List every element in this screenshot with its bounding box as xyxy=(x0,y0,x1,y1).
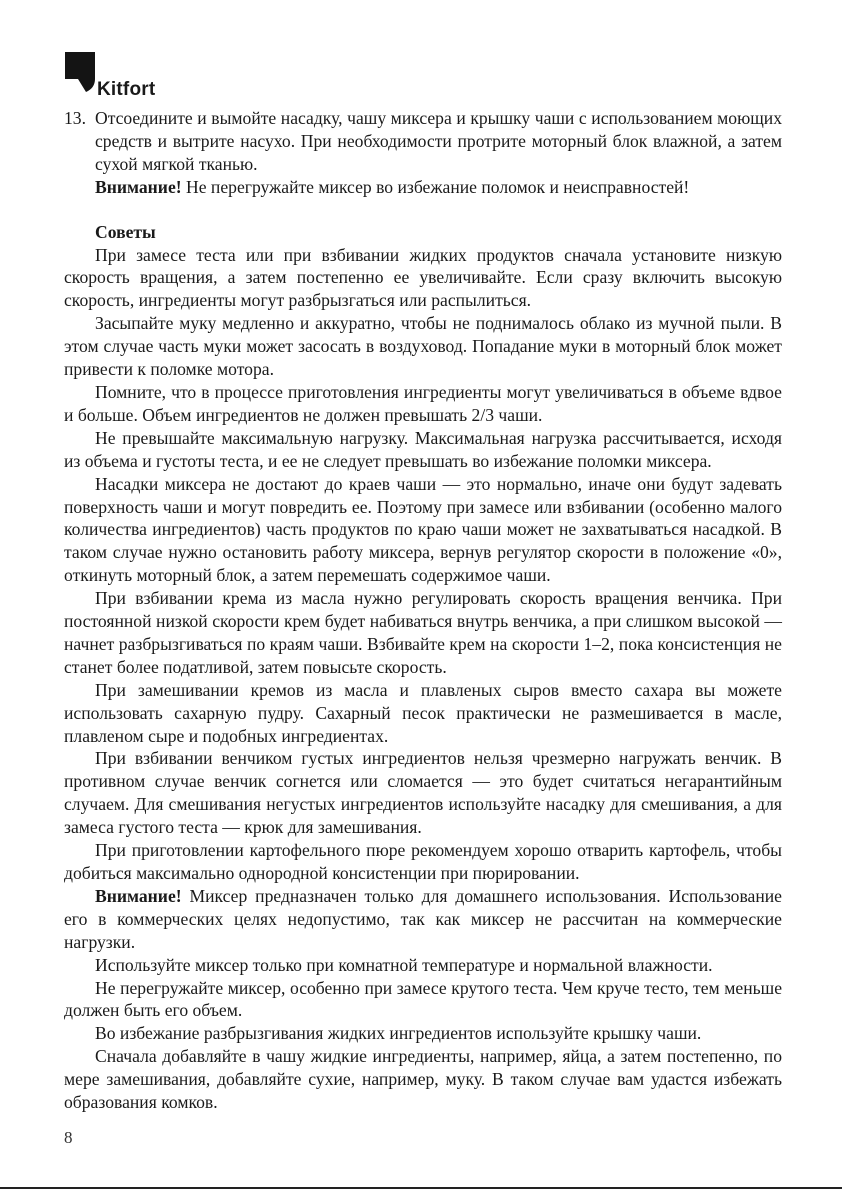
tip-paragraph: Помните, что в процессе приготовления ингредиенты могут увеличиваться в объеме вдвое и больше. Объем ингредиентов не должен превышать 2/3 чаши. xyxy=(64,381,782,425)
tip-paragraph: Засыпайте муку медленно и аккуратно, чтобы не поднималось облако из мучной пыли. В этом случае часть муки может засосать в воздуховод. Попадание муки в моторный блок может привести к поломке мотора. xyxy=(64,313,782,380)
page-number: 8 xyxy=(64,1128,73,1147)
item-13-text: Отсоедините и вымойте насадку, чашу миксера и крышку чаши с использованием моющих средств и вытрите насухо. При необходимости протрите моторный блок влажной, а затем сухой мягкой тканью. xyxy=(95,108,782,174)
tip-paragraph: Не превышайте максимальную нагрузку. Максимальная нагрузка рассчитывается, исходя из объема и густоты теста, и ее не следует превышать во избежание поломки миксера. xyxy=(64,427,782,471)
tip-paragraph: При взбивании венчиком густых ингредиентов нельзя чрезмерно нагружать венчик. В противном случае венчик согнется или сломается — это будет считаться негарантийным случаем. Для смешивания негустых ингредиентов используйте насадку для смешивания, а для замеса густого теста — крюк для замешивания. xyxy=(64,748,782,838)
warning-label: Внимание! xyxy=(95,885,182,906)
tip-paragraph: Не перегружайте миксер, особенно при замесе крутого теста. Чем круче тесто, тем меньше должен быть его объем. xyxy=(64,977,782,1021)
warning-text: Миксер предназначен только для домашнего использования. Использование его в коммерческих целях недопустимо, так как миксер не рассчитан на коммерческие нагрузки. xyxy=(64,885,782,952)
tip-paragraph: Сначала добавляйте в чашу жидкие ингредиенты, например, яйца, а затем постепенно, по мере замешивания, добавляйте сухие, например, муку. В таком случае вам удастся избежать образования комков. xyxy=(64,1046,782,1113)
tip-paragraph: При взбивании крема из масла нужно регулировать скорость вращения венчика. При постоянной низкой скорости крем будет набиваться внутрь венчика, а при слишком высокой — начнет разбрызгиваться по краям чаши. Взбивайте крем на скорости 1–2, пока консистенция не станет более податливой, затем повысьте скорость. xyxy=(64,588,782,677)
warning-text: Не перегружайте миксер во избежание поломок и неисправностей! xyxy=(181,176,690,197)
list-item-13 xyxy=(64,107,782,176)
tip-paragraph: Во избежание разбрызгивания жидких ингредиентов используйте крышку чаши. xyxy=(95,1023,702,1044)
brand-name: Kitfort xyxy=(97,79,156,100)
warning-label: Внимание! xyxy=(95,176,182,197)
item-number: 13. xyxy=(64,108,86,128)
warning-note xyxy=(64,176,782,199)
kitfort-logo-icon xyxy=(65,52,95,92)
tip-paragraph: При приготовлении картофельного пюре рекомендуем хорошо отварить картофель, чтобы добиться максимально однородной консистенции при пюрировании. xyxy=(64,840,782,883)
page-content xyxy=(64,107,782,1114)
tip-paragraph: Используйте миксер только при комнатной температуре и нормальной влажности. xyxy=(95,954,713,975)
warning-paragraph xyxy=(64,885,782,954)
tip-paragraph: При замесе теста или при взбивании жидких продуктов сначала установите низкую скорость вращения, а затем постепенно ее увеличивайте. Если сразу включить высокую скорость, ингредиенты могут разбрызгаться или распылиться. xyxy=(64,244,782,311)
tip-paragraph: При замешивании кремов из масла и плавленых сыров вместо сахара вы можете использовать сахарную пудру. Сахарный песок практически не размешивается в масле, плавленом сыре и подобных ингредиентах. xyxy=(64,679,782,746)
section-heading: Советы xyxy=(95,221,156,242)
tip-paragraph: Насадки миксера не достают до краев чаши — это нормально, иначе они будут задевать поверхность чаши и могут повредить ее. Поэтому при замесе или взбивании (особенно малого количества ингредиентов) часть продуктов по краю чаши может не захватываться насадкой. В таком случае нужно остановить работу миксера, вернув регулятор скорости в положение «0», откинуть моторный блок, а затем перемешать содержимое чаши. xyxy=(64,473,782,586)
